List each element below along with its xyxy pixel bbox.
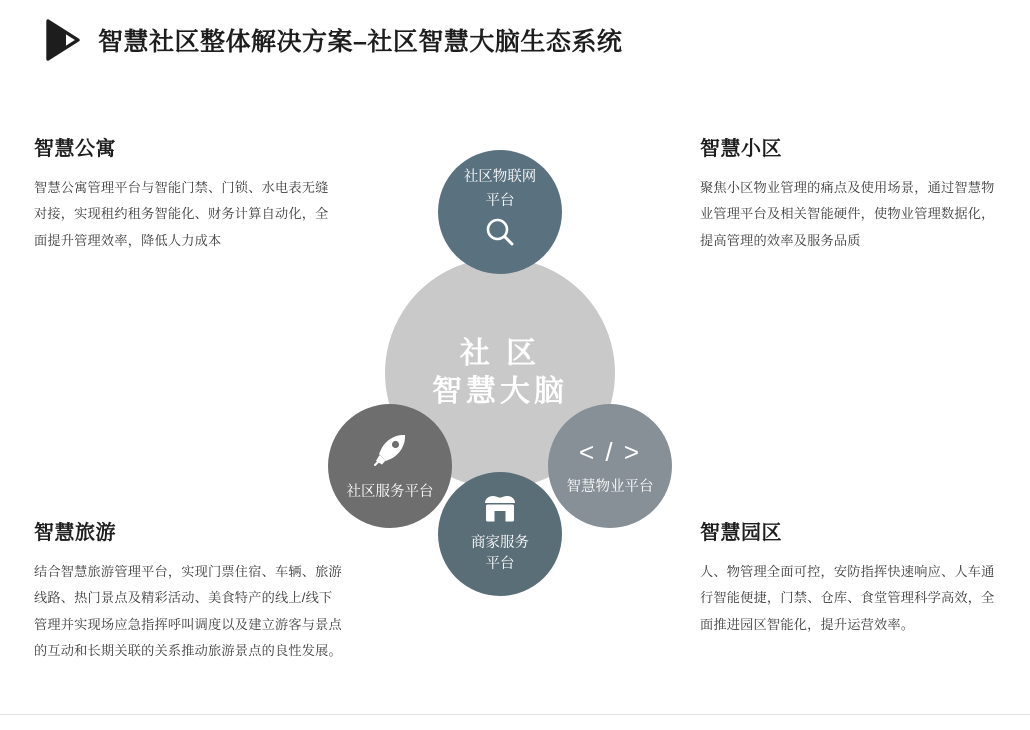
rocket-icon: [370, 430, 410, 477]
header: [44, 18, 622, 62]
node-service-platform[interactable]: [328, 404, 452, 528]
node-label-iot-line2: 平台: [485, 192, 515, 209]
block-title-smart-apartment: 智慧公寓: [34, 138, 116, 160]
magnifier-icon: [483, 215, 517, 256]
block-title-smart-tourism: 智慧旅游: [34, 522, 116, 544]
ecosystem-diagram: [280, 110, 750, 610]
node-label-iot-line1: 社区物联网: [463, 169, 537, 186]
block-title-smart-neighborhood: 智慧小区: [700, 138, 782, 160]
code-brackets-icon: < / >: [578, 436, 642, 467]
node-label-property-platform: 智慧物业平台: [566, 478, 654, 495]
node-label-service-platform: 社区服务平台: [346, 483, 434, 500]
block-body-smart-park: 人、物管理全面可控，安防指挥快速响应、人车通行智能便捷，门禁、仓库、食堂管理科学高效，全面推进园区智能化，提升运营效率。: [700, 564, 995, 632]
footer-divider: [0, 714, 1030, 715]
block-body-smart-tourism: 结合智慧旅游管理平台，实现门票住宿、车辆、旅游线路、热门景点及精彩活动、美食特产的线上/线下管理并实现场应急指挥呼叫调度以及建立游客与景点的互动和长期关联的关系推动旅游景点的良性发展。: [34, 564, 342, 659]
block-body-smart-neighborhood: 聚焦小区物业管理的痛点及使用场景，通过智慧物业管理平台及相关智能硬件，使物业管理数据化，提高管理的效率及服务品质: [700, 180, 995, 248]
node-label-merchant-line2: 平台: [485, 556, 515, 573]
node-iot-platform[interactable]: [438, 150, 562, 274]
node-merchant-platform[interactable]: [438, 472, 562, 596]
node-label-merchant-line1: 商家服务: [471, 534, 529, 551]
page-title: 智慧社区整体解决方案–社区智慧大脑生态系统: [98, 28, 623, 56]
storefront-icon: [481, 493, 519, 532]
core-label-line2: 智慧大脑: [432, 375, 568, 408]
block-body-smart-apartment: 智慧公寓管理平台与智能门禁、门锁、水电表无缝对接，实现租约租务智能化、财务计算自动化，全面提升管理效率，降低人力成本: [34, 180, 329, 248]
block-title-smart-park: 智慧园区: [700, 522, 782, 544]
core-label-line1: 社 区: [459, 336, 541, 370]
play-triangle-logo-icon: [44, 18, 84, 62]
node-property-platform[interactable]: [548, 404, 672, 528]
